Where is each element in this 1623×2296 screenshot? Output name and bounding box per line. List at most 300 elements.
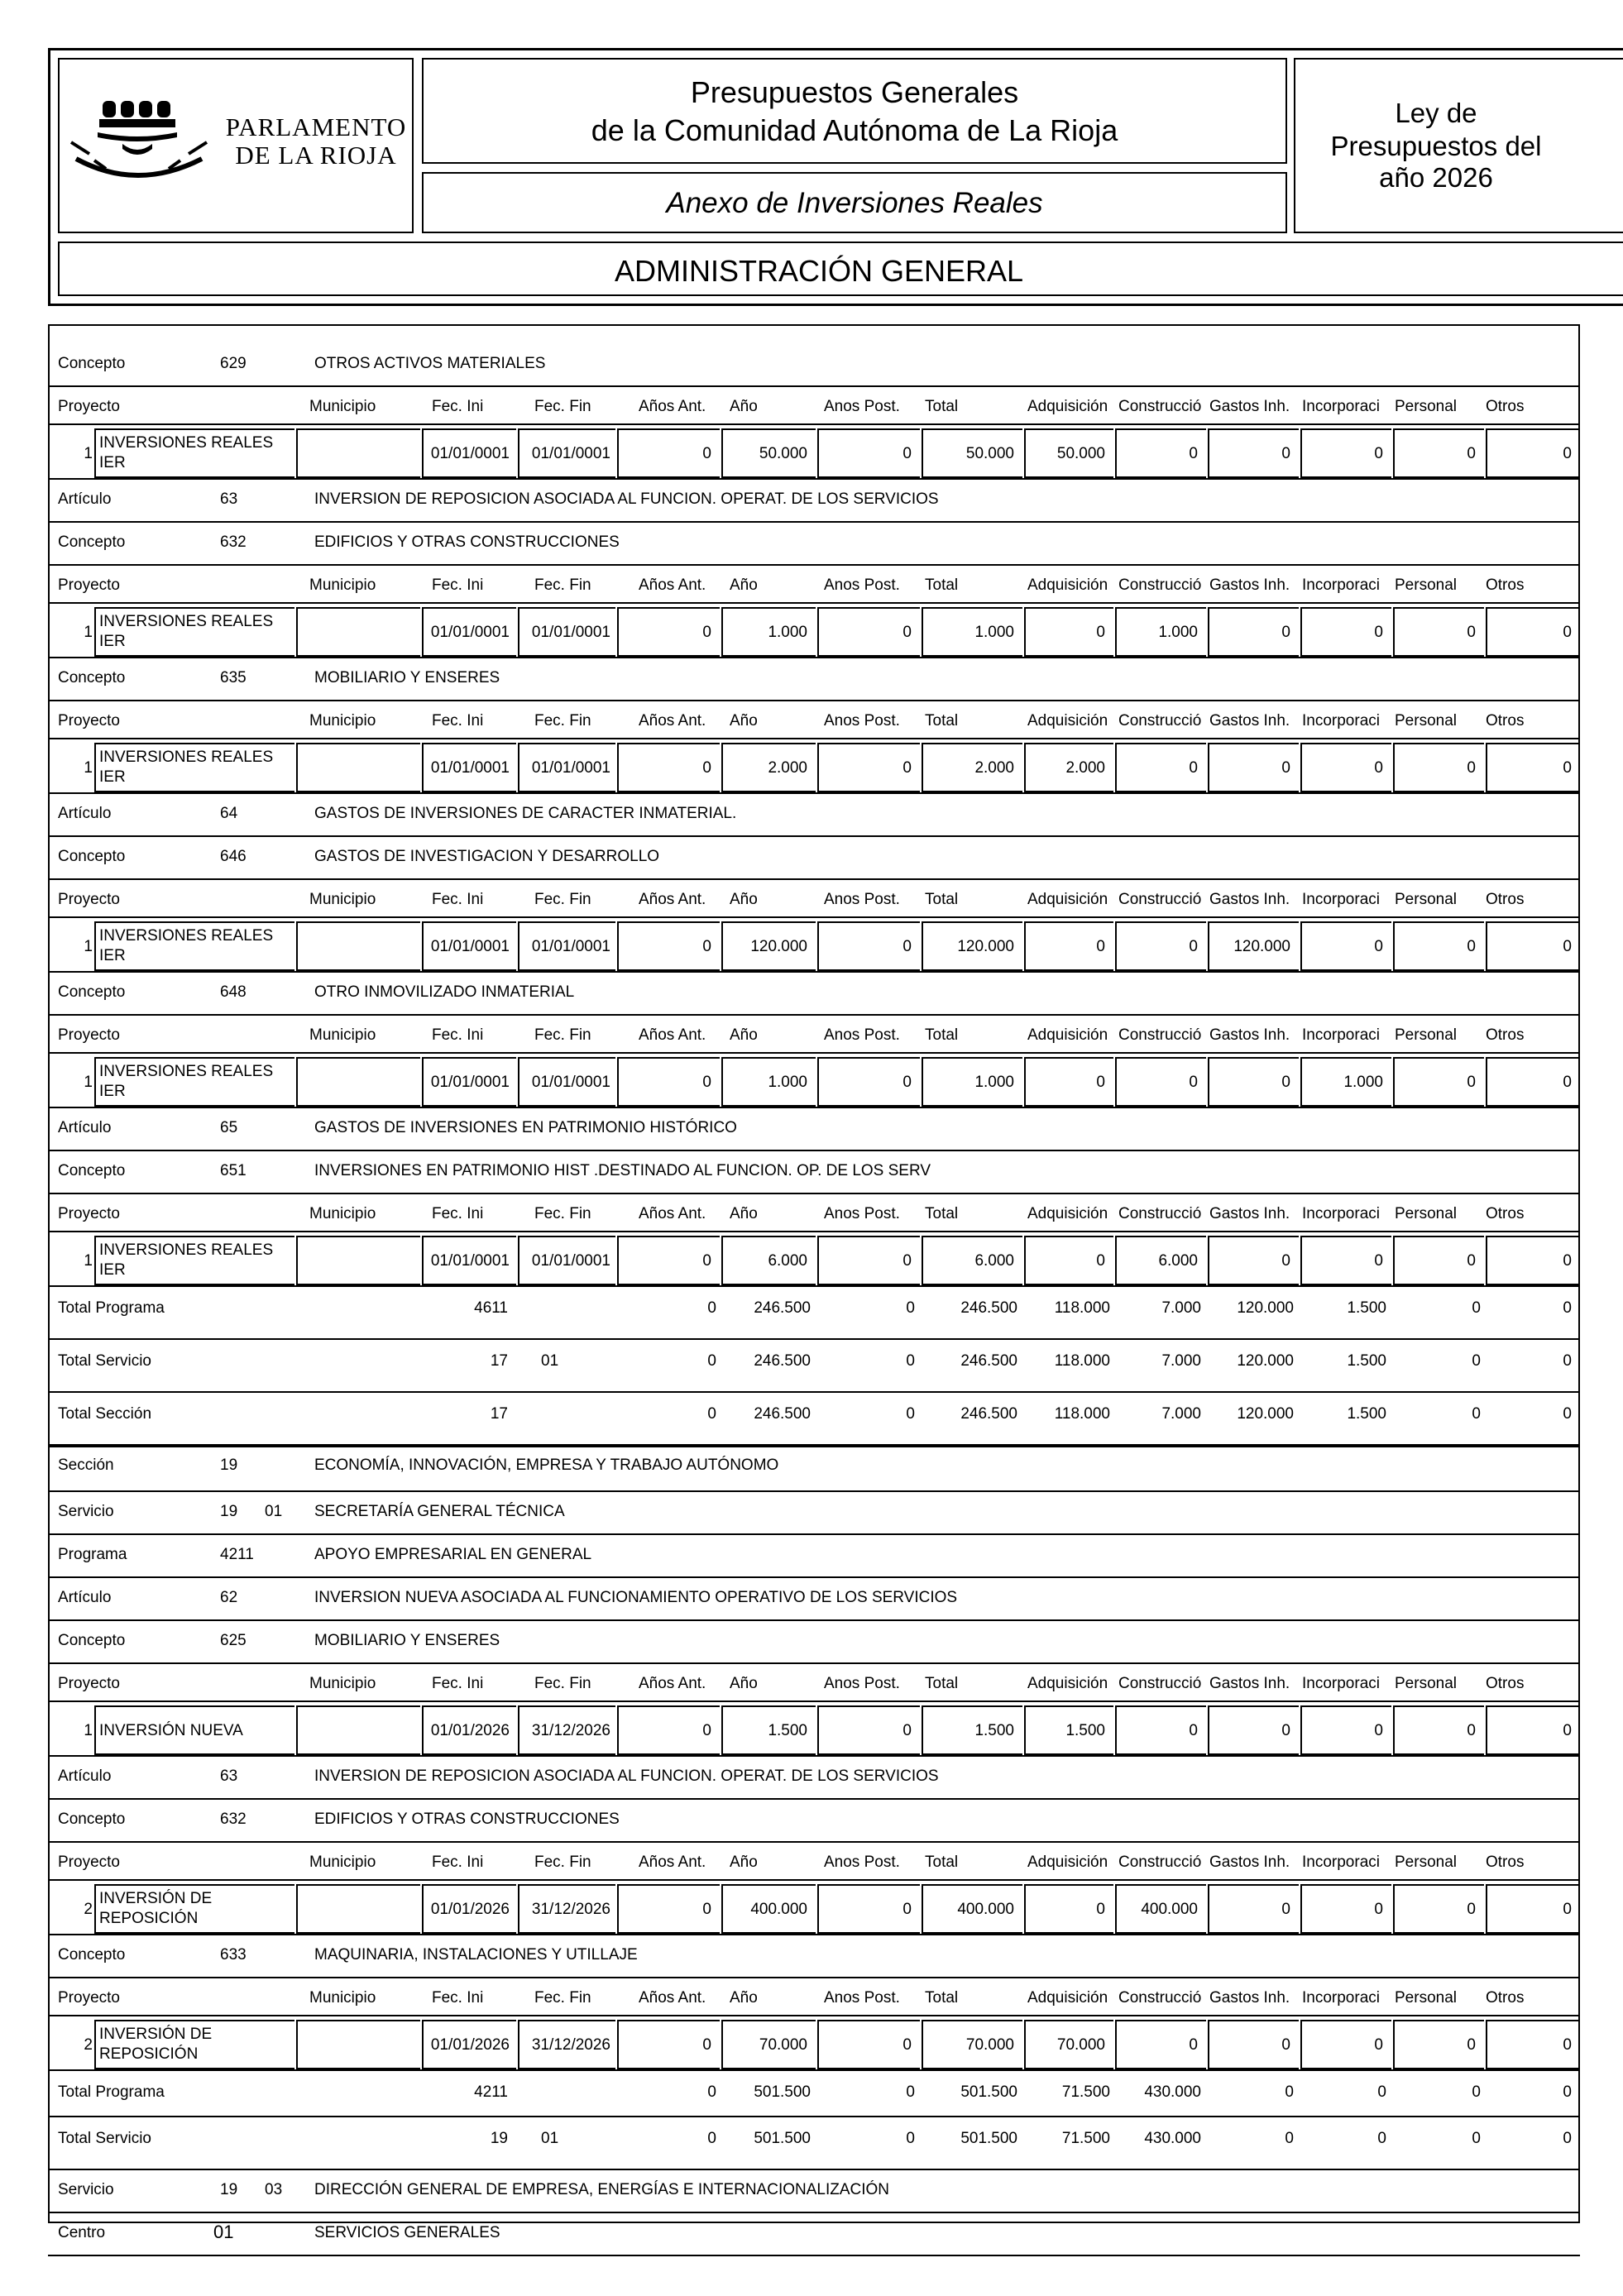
project-number: 1 <box>84 445 93 462</box>
column-header-fec-ini: Fec. Ini <box>432 1026 484 1044</box>
amount-value: 0 <box>702 2036 711 2054</box>
column-header-gastos-inh-: Gastos Inh. <box>1209 1027 1290 1043</box>
row-label: Concepto <box>58 669 126 686</box>
amount-value: 0 <box>1467 445 1476 462</box>
row-label: Concepto <box>58 533 126 551</box>
total-value: 120.000 <box>1237 1299 1294 1317</box>
row-description: GASTOS DE INVERSIONES DE CARACTER INMATERIAL. <box>314 805 737 822</box>
amount-value: 120.000 <box>957 938 1014 955</box>
column-header-gastos-inh-: Gastos Inh. <box>1209 892 1290 907</box>
row-label: Artículo <box>58 1119 112 1136</box>
row-code: 65 <box>220 1119 238 1136</box>
column-header-construcci-: Construcció <box>1118 892 1202 907</box>
row-divider <box>48 423 1580 425</box>
end-date: 01/01/0001 <box>531 1074 610 1091</box>
amount-value: 0 <box>902 1901 912 1918</box>
column-header-construcci-: Construcció <box>1118 1676 1202 1691</box>
total-value: 501.500 <box>754 2130 811 2147</box>
amount-value: 6.000 <box>974 1252 1014 1270</box>
row-label: Sección <box>58 1457 114 1474</box>
document-title-line2: de la Comunidad Autónoma de La Rioja <box>591 113 1118 147</box>
total-value: 0 <box>1563 2130 1572 2147</box>
amount-value: 0 <box>1374 2036 1383 2054</box>
row-divider <box>48 1107 1580 1108</box>
total-value: 0 <box>1472 1299 1481 1317</box>
column-header-construcci-: Construcció <box>1118 1027 1202 1043</box>
total-value: 501.500 <box>960 2130 1017 2147</box>
start-date: 01/01/0001 <box>430 1252 510 1270</box>
column-header-anos-post-: Anos Post. <box>824 1675 900 1692</box>
amount-value: 0 <box>1281 624 1290 641</box>
amount-value: 120.000 <box>750 938 807 955</box>
column-header-personal: Personal <box>1395 1027 1457 1043</box>
row-divider <box>48 602 1580 604</box>
row-divider <box>48 1193 1580 1194</box>
column-header-proyecto: Proyecto <box>58 1026 120 1044</box>
amount-value: 2.000 <box>768 759 807 777</box>
row-label: Programa <box>58 1546 127 1563</box>
total-value: 0 <box>906 1299 915 1317</box>
row-divider <box>48 2255 1580 2256</box>
amount-value: 1.500 <box>768 1722 807 1739</box>
start-date: 01/01/0001 <box>430 759 510 777</box>
column-header-otros: Otros <box>1486 399 1525 414</box>
column-header-incorporaci: Incorporaci <box>1302 1854 1380 1870</box>
total-value: 246.500 <box>754 1352 811 1370</box>
total-code: 19 <box>490 2130 508 2147</box>
amount-value: 0 <box>1189 445 1198 462</box>
column-header-fec-ini: Fec. Ini <box>432 398 484 415</box>
column-header-incorporaci: Incorporaci <box>1302 1206 1380 1222</box>
amount-value: 50.000 <box>965 445 1014 462</box>
total-value: 7.000 <box>1161 1299 1201 1317</box>
row-code: 651 <box>220 1162 247 1179</box>
amount-value: 0 <box>1096 1252 1105 1270</box>
total-value: 246.500 <box>754 1299 811 1317</box>
column-header-gastos-inh-: Gastos Inh. <box>1209 1206 1290 1222</box>
law-title-line3: año 2026 <box>1379 162 1493 193</box>
subtitle-box <box>422 172 1287 233</box>
column-header-total: Total <box>925 1026 959 1044</box>
total-value: 0 <box>1472 2130 1481 2147</box>
column-header-fec-ini: Fec. Ini <box>432 1989 484 2007</box>
column-header-fec-fin: Fec. Fin <box>534 576 591 594</box>
row-label: Servicio <box>58 2181 114 2198</box>
total-value: 0 <box>1472 1352 1481 1370</box>
project-name-line1: INVERSIONES REALES <box>99 1241 274 1259</box>
logo-text-line1: PARLAMENTO <box>225 112 407 141</box>
column-header-a-os-ant-: Años Ant. <box>639 1675 706 1692</box>
start-date: 01/01/0001 <box>430 1074 510 1091</box>
amount-value: 0 <box>902 1252 912 1270</box>
column-header-anos-post-: Anos Post. <box>824 398 900 415</box>
row-divider <box>48 1533 1580 1535</box>
row-description: MOBILIARIO Y ENSERES <box>314 669 500 686</box>
row-code: 63 <box>220 490 238 508</box>
column-header-a-o: Año <box>730 1989 758 2007</box>
document-subtitle: Anexo de Inversiones Reales <box>666 187 1043 219</box>
column-header-municipio: Municipio <box>309 1854 376 1871</box>
column-header-a-os-ant-: Años Ant. <box>639 1205 706 1222</box>
column-header-construcci-: Construcció <box>1118 577 1202 593</box>
total-value: 430.000 <box>1144 2083 1201 2101</box>
row-code: 64 <box>220 805 238 822</box>
amount-value: 0 <box>702 1252 711 1270</box>
law-box <box>1294 58 1623 233</box>
amount-value: 0 <box>902 2036 912 2054</box>
column-header-adquisici-n: Adquisición <box>1027 713 1108 729</box>
total-value: 0 <box>906 2130 915 2147</box>
project-cell <box>296 1884 420 1934</box>
row-divider <box>48 1755 1580 1757</box>
row-description: GASTOS DE INVESTIGACION Y DESARROLLO <box>314 848 660 865</box>
project-cell <box>296 607 420 657</box>
amount-value: 2.000 <box>974 759 1014 777</box>
start-date: 01/01/0001 <box>430 624 510 641</box>
row-divider <box>48 1285 1580 1287</box>
row-description: OTRO INMOVILIZADO INMATERIAL <box>314 983 575 1001</box>
row-label: Concepto <box>58 1810 126 1828</box>
total-value: 246.500 <box>960 1299 1017 1317</box>
column-header-proyecto: Proyecto <box>58 1854 120 1871</box>
logo-text-line2: DE LA RIOJA <box>235 141 397 170</box>
amount-value: 0 <box>1281 1901 1290 1918</box>
amount-value: 6.000 <box>1158 1252 1198 1270</box>
total-label: Total Servicio <box>58 2130 151 2147</box>
amount-value: 0 <box>1281 2036 1290 2054</box>
amount-value: 0 <box>1281 1074 1290 1091</box>
project-name-line1: INVERSIÓN DE <box>99 2026 213 2043</box>
column-header-a-os-ant-: Años Ant. <box>639 1854 706 1871</box>
amount-value: 1.000 <box>768 624 807 641</box>
amount-value: 0 <box>1563 1074 1572 1091</box>
total-value: 0 <box>1563 2083 1572 2101</box>
amount-value: 400.000 <box>750 1901 807 1918</box>
column-header-adquisici-n: Adquisición <box>1027 1990 1108 2006</box>
total-value: 0 <box>707 1299 716 1317</box>
row-divider <box>48 1841 1580 1843</box>
amount-value: 0 <box>902 759 912 777</box>
total-value: 7.000 <box>1161 1405 1201 1423</box>
amount-value: 0 <box>1374 1722 1383 1739</box>
total-value: 501.500 <box>754 2083 811 2101</box>
row-code: 632 <box>220 1810 247 1828</box>
column-header-municipio: Municipio <box>309 1026 376 1044</box>
total-value: 0 <box>707 1352 716 1370</box>
project-name-line1: INVERSIONES REALES <box>99 613 274 630</box>
project-number: 1 <box>84 624 93 641</box>
total-code-secondary: 01 <box>541 2130 559 2147</box>
total-label: Total Sección <box>58 1405 152 1423</box>
total-value: 0 <box>1563 1405 1572 1423</box>
amount-value: 0 <box>702 938 711 955</box>
row-divider <box>48 1231 1580 1232</box>
project-number: 1 <box>84 759 93 777</box>
amount-value: 0 <box>1096 1901 1105 1918</box>
column-header-incorporaci: Incorporaci <box>1302 577 1380 593</box>
amount-value: 1.500 <box>974 1722 1014 1739</box>
project-name-line2: IER <box>99 768 126 786</box>
amount-value: 0 <box>1374 1252 1383 1270</box>
total-value: 246.500 <box>960 1405 1017 1423</box>
column-header-adquisici-n: Adquisición <box>1027 1206 1108 1222</box>
amount-value: 0 <box>1096 624 1105 641</box>
amount-value: 1.000 <box>1343 1074 1383 1091</box>
amount-value: 400.000 <box>1141 1901 1198 1918</box>
total-value: 71.500 <box>1061 2083 1110 2101</box>
row-label: Concepto <box>58 848 126 865</box>
column-header-fec-ini: Fec. Ini <box>432 712 484 729</box>
project-name-line2: IER <box>99 454 126 471</box>
end-date: 01/01/0001 <box>531 624 610 641</box>
row-divider <box>48 1662 1580 1664</box>
row-divider <box>48 1150 1580 1151</box>
amount-value: 70.000 <box>965 2036 1014 2054</box>
column-header-gastos-inh-: Gastos Inh. <box>1209 399 1290 414</box>
row-divider <box>48 385 1580 387</box>
column-header-otros: Otros <box>1486 1990 1525 2006</box>
total-value: 120.000 <box>1237 1405 1294 1423</box>
column-header-otros: Otros <box>1486 1854 1525 1870</box>
column-header-fec-fin: Fec. Fin <box>534 1675 591 1692</box>
column-header-municipio: Municipio <box>309 891 376 908</box>
amount-value: 0 <box>702 445 711 462</box>
amount-value: 0 <box>1374 445 1383 462</box>
total-value: 0 <box>906 2083 915 2101</box>
column-header-adquisici-n: Adquisición <box>1027 399 1108 414</box>
row-divider <box>48 2069 1580 2071</box>
amount-value: 0 <box>1281 759 1290 777</box>
row-divider <box>48 564 1580 566</box>
row-description: SERVICIOS GENERALES <box>314 2224 500 2241</box>
row-code: 629 <box>220 355 247 372</box>
column-header-proyecto: Proyecto <box>58 576 120 594</box>
logo-box <box>58 58 414 233</box>
total-value: 0 <box>1285 2130 1294 2147</box>
amount-value: 0 <box>1563 1901 1572 1918</box>
column-header-incorporaci: Incorporaci <box>1302 1990 1380 2006</box>
row-description: ECONOMÍA, INNOVACIÓN, EMPRESA Y TRABAJO AUTÓNOMO <box>314 1457 779 1474</box>
row-divider <box>48 1490 1580 1492</box>
column-header-fec-fin: Fec. Fin <box>534 1854 591 1871</box>
amount-value: 70.000 <box>759 2036 807 2054</box>
project-cell <box>296 921 420 971</box>
start-date: 01/01/2026 <box>430 1722 510 1739</box>
amount-value: 0 <box>1467 938 1476 955</box>
project-number: 1 <box>84 1252 93 1270</box>
total-value: 430.000 <box>1144 2130 1201 2147</box>
amount-value: 0 <box>902 624 912 641</box>
project-name-line2: IER <box>99 1083 126 1100</box>
column-header-adquisici-n: Adquisición <box>1027 1676 1108 1691</box>
amount-value: 0 <box>1374 624 1383 641</box>
total-value: 0 <box>1563 1299 1572 1317</box>
project-cell <box>296 1236 420 1285</box>
amount-value: 70.000 <box>1056 2036 1105 2054</box>
start-date: 01/01/0001 <box>430 938 510 955</box>
row-label: Artículo <box>58 490 112 508</box>
law-title-line1: Ley de <box>1395 98 1477 128</box>
column-header-total: Total <box>925 1854 959 1871</box>
end-date: 01/01/0001 <box>531 445 610 462</box>
amount-value: 0 <box>702 1722 711 1739</box>
project-name-line2: REPOSICIÓN <box>99 2045 199 2063</box>
project-cell <box>296 1705 420 1755</box>
total-value: 246.500 <box>960 1352 1017 1370</box>
column-header-a-o: Año <box>730 1854 758 1871</box>
column-header-gastos-inh-: Gastos Inh. <box>1209 713 1290 729</box>
amount-value: 0 <box>1563 759 1572 777</box>
amount-value: 0 <box>1563 1722 1572 1739</box>
total-value: 246.500 <box>754 1405 811 1423</box>
column-header-gastos-inh-: Gastos Inh. <box>1209 577 1290 593</box>
amount-value: 0 <box>1467 1252 1476 1270</box>
column-header-personal: Personal <box>1395 399 1457 414</box>
row-divider <box>48 1338 1580 1340</box>
amount-value: 0 <box>902 1074 912 1091</box>
row-label: Concepto <box>58 1946 126 1964</box>
total-value: 0 <box>707 2083 716 2101</box>
column-header-proyecto: Proyecto <box>58 1675 120 1692</box>
project-name-line2: REPOSICIÓN <box>99 1910 199 1927</box>
total-value: 0 <box>906 1405 915 1423</box>
row-divider <box>48 916 1580 918</box>
end-date: 31/12/2026 <box>531 1901 610 1918</box>
row-description: EDIFICIOS Y OTRAS CONSTRUCCIONES <box>314 533 620 551</box>
column-header-otros: Otros <box>1486 892 1525 907</box>
project-number: 1 <box>84 1722 93 1739</box>
column-header-a-o: Año <box>730 576 758 594</box>
amount-value: 0 <box>1189 759 1198 777</box>
column-header-fec-ini: Fec. Ini <box>432 1205 484 1222</box>
total-value: 1.500 <box>1347 1405 1386 1423</box>
project-number: 2 <box>84 2036 93 2054</box>
end-date: 01/01/0001 <box>531 1252 610 1270</box>
column-header-municipio: Municipio <box>309 1989 376 2007</box>
column-header-personal: Personal <box>1395 1676 1457 1691</box>
column-header-personal: Personal <box>1395 1990 1457 2006</box>
start-date: 01/01/2026 <box>430 2036 510 2054</box>
total-code-secondary: 01 <box>541 1352 559 1370</box>
column-header-adquisici-n: Adquisición <box>1027 577 1108 593</box>
row-description: DIRECCIÓN GENERAL DE EMPRESA, ENERGÍAS E INTERNACIONALIZACIÓN <box>314 2181 890 2198</box>
column-header-gastos-inh-: Gastos Inh. <box>1209 1990 1290 2006</box>
amount-value: 0 <box>1374 938 1383 955</box>
row-code: 633 <box>220 1946 247 1964</box>
column-header-fec-ini: Fec. Ini <box>432 576 484 594</box>
column-header-otros: Otros <box>1486 1676 1525 1691</box>
column-header-a-o: Año <box>730 1675 758 1692</box>
row-divider <box>48 1576 1580 1578</box>
column-header-total: Total <box>925 712 959 729</box>
column-header-fec-fin: Fec. Fin <box>534 1989 591 2007</box>
row-code: 635 <box>220 669 247 686</box>
row-label: Concepto <box>58 355 126 372</box>
row-divider <box>48 657 1580 658</box>
total-value: 71.500 <box>1061 2130 1110 2147</box>
row-divider <box>48 1977 1580 1978</box>
amount-value: 0 <box>1189 2036 1198 2054</box>
column-header-anos-post-: Anos Post. <box>824 576 900 594</box>
column-header-incorporaci: Incorporaci <box>1302 1027 1380 1043</box>
row-description: GASTOS DE INVERSIONES EN PATRIMONIO HISTÓRICO <box>314 1119 737 1136</box>
amount-value: 0 <box>1467 624 1476 641</box>
row-label: Servicio <box>58 1503 114 1520</box>
row-label: Centro <box>58 2224 106 2241</box>
row-description: INVERSION DE REPOSICION ASOCIADA AL FUNCION. OPERAT. DE LOS SERVICIOS <box>314 1767 939 1785</box>
column-header-municipio: Municipio <box>309 398 376 415</box>
row-code: 19 <box>220 1457 238 1474</box>
column-header-a-o: Año <box>730 1205 758 1222</box>
column-header-construcci-: Construcció <box>1118 399 1202 414</box>
total-value: 0 <box>1377 2130 1386 2147</box>
column-header-a-o: Año <box>730 1026 758 1044</box>
total-code: 4611 <box>474 1299 508 1317</box>
row-code: 648 <box>220 983 247 1001</box>
column-header-adquisici-n: Adquisición <box>1027 1854 1108 1870</box>
row-divider <box>48 971 1580 973</box>
parliament-logo-icon <box>65 89 213 189</box>
amount-value: 0 <box>1189 1722 1198 1739</box>
total-value: 0 <box>707 2130 716 2147</box>
column-header-personal: Personal <box>1395 1206 1457 1222</box>
column-header-construcci-: Construcció <box>1118 1990 1202 2006</box>
column-header-proyecto: Proyecto <box>58 398 120 415</box>
column-header-anos-post-: Anos Post. <box>824 1205 900 1222</box>
column-header-otros: Otros <box>1486 1206 1525 1222</box>
column-header-a-os-ant-: Años Ant. <box>639 398 706 415</box>
project-name-line1: INVERSIONES REALES <box>99 749 274 766</box>
total-value: 501.500 <box>960 2083 1017 2101</box>
amount-value: 6.000 <box>768 1252 807 1270</box>
section-banner-box <box>58 242 1623 296</box>
column-header-total: Total <box>925 576 959 594</box>
amount-value: 0 <box>902 1722 912 1739</box>
total-code: 17 <box>490 1405 508 1423</box>
amount-value: 50.000 <box>759 445 807 462</box>
total-value: 1.500 <box>1347 1352 1386 1370</box>
column-header-a-os-ant-: Años Ant. <box>639 712 706 729</box>
column-header-anos-post-: Anos Post. <box>824 712 900 729</box>
column-header-gastos-inh-: Gastos Inh. <box>1209 1676 1290 1691</box>
amount-value: 0 <box>1096 1074 1105 1091</box>
column-header-fec-fin: Fec. Fin <box>534 1205 591 1222</box>
column-header-construcci-: Construcció <box>1118 1854 1202 1870</box>
amount-value: 2.000 <box>1065 759 1105 777</box>
row-label: Concepto <box>58 983 126 1001</box>
row-divider <box>48 1934 1580 1935</box>
column-header-municipio: Municipio <box>309 576 376 594</box>
total-value: 0 <box>906 1352 915 1370</box>
column-header-total: Total <box>925 1205 959 1222</box>
column-header-proyecto: Proyecto <box>58 712 120 729</box>
column-header-total: Total <box>925 1989 959 2007</box>
row-description: OTROS ACTIVOS MATERIALES <box>314 355 546 372</box>
total-code: 17 <box>490 1352 508 1370</box>
row-label: Concepto <box>58 1632 126 1649</box>
project-name-line2: IER <box>99 947 126 964</box>
column-header-fec-ini: Fec. Ini <box>432 1854 484 1871</box>
row-divider <box>48 1879 1580 1881</box>
total-value: 120.000 <box>1237 1352 1294 1370</box>
amount-value: 0 <box>702 624 711 641</box>
row-description: INVERSIONES EN PATRIMONIO HIST .DESTINADO AL FUNCION. OP. DE LOS SERV <box>314 1162 931 1179</box>
document-title-line1: Presupuestos Generales <box>690 75 1019 109</box>
amount-value: 0 <box>1563 938 1572 955</box>
amount-value: 0 <box>1189 938 1198 955</box>
column-header-proyecto: Proyecto <box>58 1989 120 2007</box>
row-code: 632 <box>220 533 247 551</box>
